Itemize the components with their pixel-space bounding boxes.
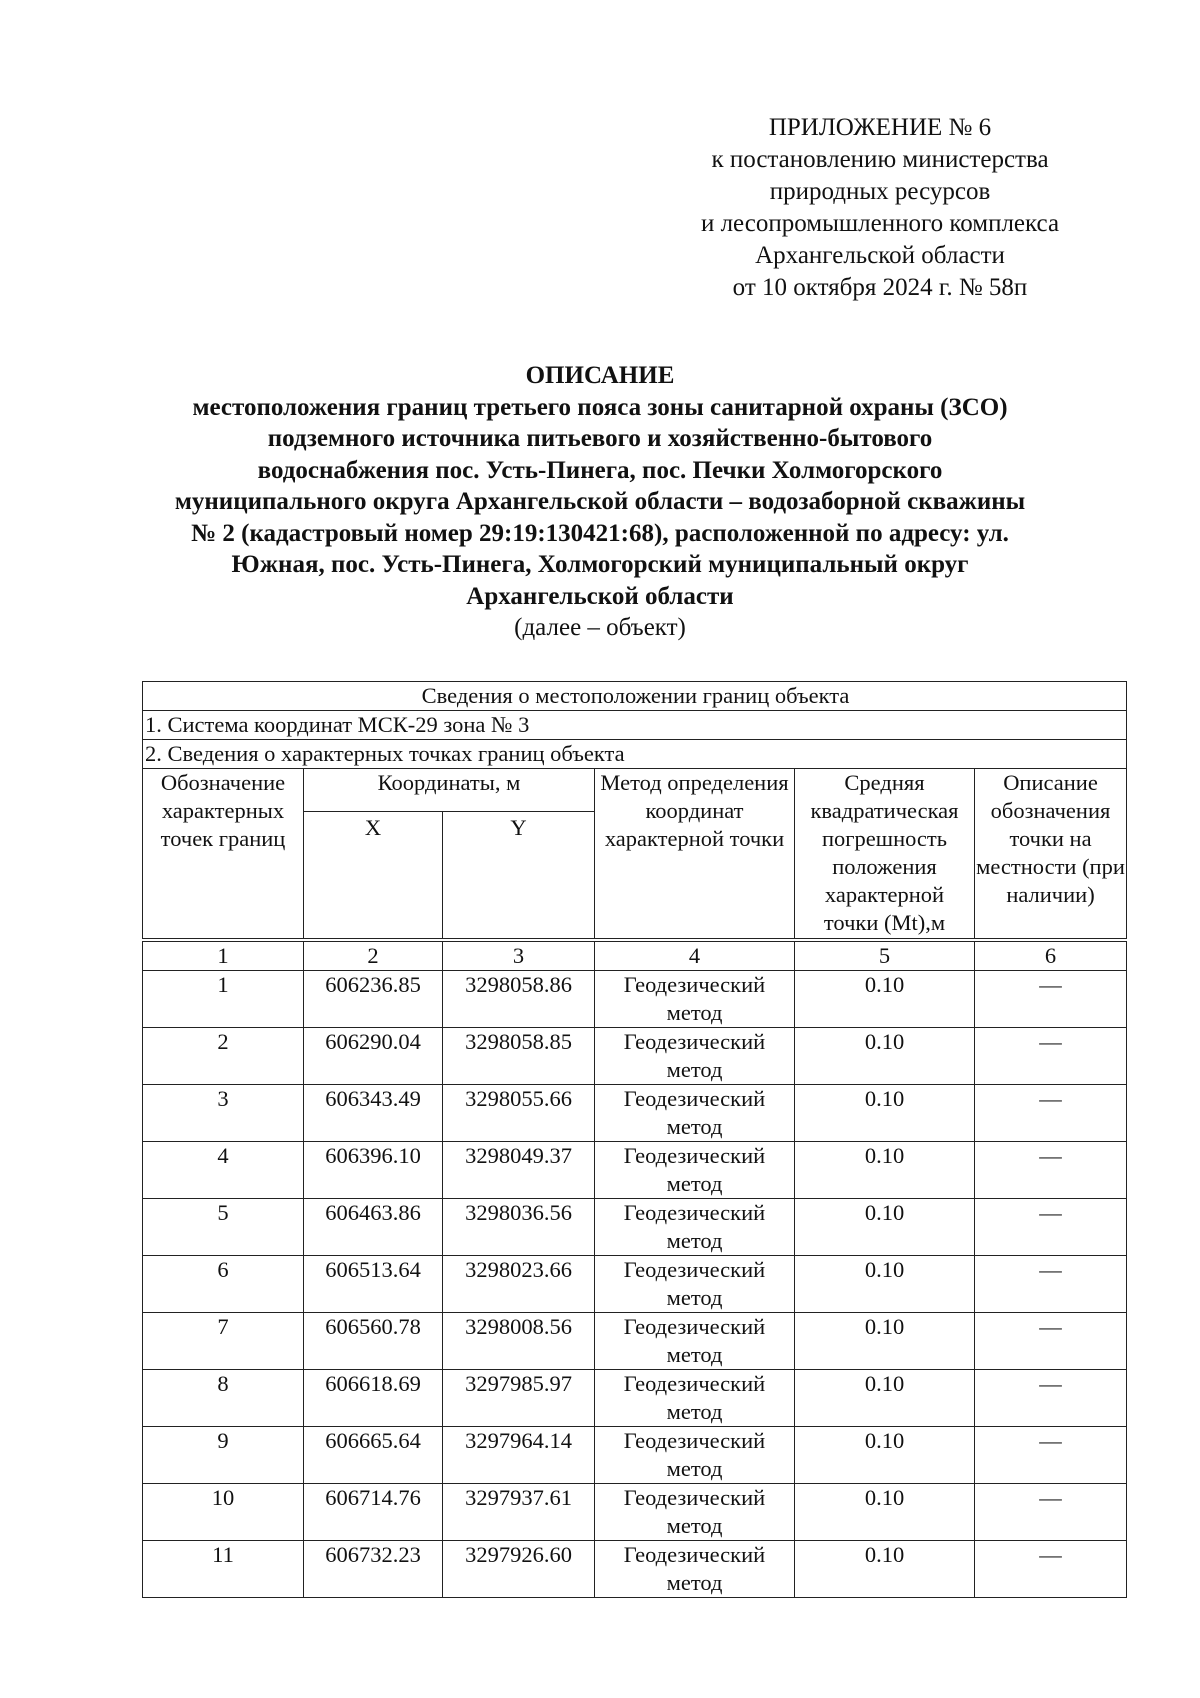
cell-description: —	[975, 1313, 1127, 1370]
table-row	[143, 1313, 1127, 1370]
cell-x: 606714.76	[304, 1484, 443, 1541]
boundary-points-table	[142, 941, 1127, 1598]
cell-mt: 0.10	[795, 1484, 975, 1541]
cell-y: 3298023.66	[443, 1256, 595, 1313]
table-row	[143, 1541, 1127, 1598]
cell-mt: 0.10	[795, 971, 975, 1028]
cell-description: —	[975, 971, 1127, 1028]
table-caption: Сведения о местоположении границ объекта	[143, 682, 1127, 711]
title-line: Южная, пос. Усть-Пинега, Холмогорский муниципальный округ	[231, 551, 969, 578]
cell-point: 8	[143, 1370, 304, 1427]
cell-y: 3298058.85	[443, 1028, 595, 1085]
table-row	[143, 1028, 1127, 1085]
column-number: 1	[143, 942, 304, 971]
column-number: 5	[795, 942, 975, 971]
cell-x: 606618.69	[304, 1370, 443, 1427]
cell-point: 11	[143, 1541, 304, 1598]
cell-mt: 0.10	[795, 1142, 975, 1199]
cell-point: 7	[143, 1313, 304, 1370]
column-number: 6	[975, 942, 1127, 971]
appendix-line: и лесопромышленного комплекса	[700, 210, 1060, 237]
cell-method: Геодезический метод	[595, 1484, 795, 1541]
cell-mt: 0.10	[795, 1541, 975, 1598]
cell-x: 606290.04	[304, 1028, 443, 1085]
cell-method: Геодезический метод	[595, 1541, 795, 1598]
header-point: Обозначение характерных точек границ	[143, 769, 304, 939]
cell-method: Геодезический метод	[595, 1142, 795, 1199]
cell-point: 10	[143, 1484, 304, 1541]
points-section-title: 2. Сведения о характерных точках границ объекта	[143, 740, 1127, 769]
header-error: Средняя квадратическая погрешность положения характерной точки (Mt),м	[795, 769, 975, 939]
table-row	[143, 1199, 1127, 1256]
table-row	[143, 1427, 1127, 1484]
boundary-header-table	[142, 681, 1127, 939]
cell-description: —	[975, 1256, 1127, 1313]
cell-x: 606236.85	[304, 971, 443, 1028]
cell-x: 606463.86	[304, 1199, 443, 1256]
cell-method: Геодезический метод	[595, 1370, 795, 1427]
appendix-line: от 10 октября 2024 г. № 58п	[732, 274, 1028, 301]
appendix-line: Архангельской области	[755, 242, 1005, 269]
appendix-line: ПРИЛОЖЕНИЕ № 6	[768, 114, 992, 141]
table-row	[143, 1256, 1127, 1313]
title-line: водоснабжения пос. Усть-Пинега, пос. Печки Холмогорского	[257, 456, 943, 484]
cell-point: 5	[143, 1199, 304, 1256]
column-number: 2	[304, 942, 443, 971]
header-coords: Координаты, м	[304, 769, 595, 812]
cell-point: 6	[143, 1256, 304, 1313]
cell-point: 9	[143, 1427, 304, 1484]
cell-method: Геодезический метод	[595, 1256, 795, 1313]
cell-method: Геодезический метод	[595, 1427, 795, 1484]
cell-y: 3298008.56	[443, 1313, 595, 1370]
cell-description: —	[975, 1085, 1127, 1142]
table-row	[143, 1484, 1127, 1541]
cell-method: Геодезический метод	[595, 1313, 795, 1370]
cell-x: 606513.64	[304, 1256, 443, 1313]
cell-point: 1	[143, 971, 304, 1028]
title-line: № 2 (кадастровый номер 29:19:130421:68), расположенной по адресу: ул.	[191, 519, 1009, 547]
column-numbers-row	[143, 942, 1127, 971]
cell-y: 3297964.14	[443, 1427, 595, 1484]
cell-x: 606396.10	[304, 1142, 443, 1199]
column-number: 3	[443, 942, 595, 971]
cell-mt: 0.10	[795, 1256, 975, 1313]
cell-method: Геодезический метод	[595, 1199, 795, 1256]
cell-y: 3297926.60	[443, 1541, 595, 1598]
title-line: местоположения границ третьего пояса зоны санитарной охраны (ЗСО)	[192, 393, 1008, 421]
cell-description: —	[975, 1028, 1127, 1085]
cell-point: 2	[143, 1028, 304, 1085]
cell-description: —	[975, 1142, 1127, 1199]
appendix-line: к постановлению министерства	[711, 146, 1049, 173]
header-description: Описание обозначения точки на местности (при наличии)	[975, 769, 1127, 939]
cell-description: —	[975, 1199, 1127, 1256]
cell-mt: 0.10	[795, 1085, 975, 1142]
cell-method: Геодезический метод	[595, 1028, 795, 1085]
appendix-block	[640, 112, 1120, 304]
document-title	[110, 360, 1090, 644]
cell-x: 606343.49	[304, 1085, 443, 1142]
cell-description: —	[975, 1484, 1127, 1541]
title-line: Архангельской области	[466, 582, 734, 610]
cell-x: 606665.64	[304, 1427, 443, 1484]
cell-method: Геодезический метод	[595, 971, 795, 1028]
column-number: 4	[595, 942, 795, 971]
coordinate-system: 1. Система координат МСК-29 зона № 3	[143, 711, 1127, 740]
cell-y: 3298049.37	[443, 1142, 595, 1199]
title-tail: (далее – объект)	[514, 614, 686, 641]
cell-x: 606560.78	[304, 1313, 443, 1370]
header-x: X	[304, 812, 443, 939]
cell-x: 606732.23	[304, 1541, 443, 1598]
cell-mt: 0.10	[795, 1028, 975, 1085]
title-line: муниципального округа Архангельской области – водозаборной скважины	[174, 488, 1026, 515]
cell-description: —	[975, 1427, 1127, 1484]
header-y: Y	[443, 812, 595, 939]
appendix-line: природных ресурсов	[769, 178, 991, 205]
table-row	[143, 971, 1127, 1028]
cell-y: 3298036.56	[443, 1199, 595, 1256]
header-method: Метод определения координат характерной точки	[595, 769, 795, 939]
cell-mt: 0.10	[795, 1313, 975, 1370]
cell-description: —	[975, 1370, 1127, 1427]
cell-mt: 0.10	[795, 1199, 975, 1256]
cell-point: 4	[143, 1142, 304, 1199]
title-line: подземного источника питьевого и хозяйственно-бытового	[267, 425, 933, 452]
cell-mt: 0.10	[795, 1370, 975, 1427]
cell-y: 3297937.61	[443, 1484, 595, 1541]
table-row	[143, 1085, 1127, 1142]
cell-method: Геодезический метод	[595, 1085, 795, 1142]
cell-y: 3298058.86	[443, 971, 595, 1028]
cell-y: 3298055.66	[443, 1085, 595, 1142]
cell-description: —	[975, 1541, 1127, 1598]
cell-point: 3	[143, 1085, 304, 1142]
cell-y: 3297985.97	[443, 1370, 595, 1427]
title-main: ОПИСАНИЕ	[525, 362, 675, 389]
cell-mt: 0.10	[795, 1427, 975, 1484]
table-row	[143, 1370, 1127, 1427]
table-row	[143, 1142, 1127, 1199]
